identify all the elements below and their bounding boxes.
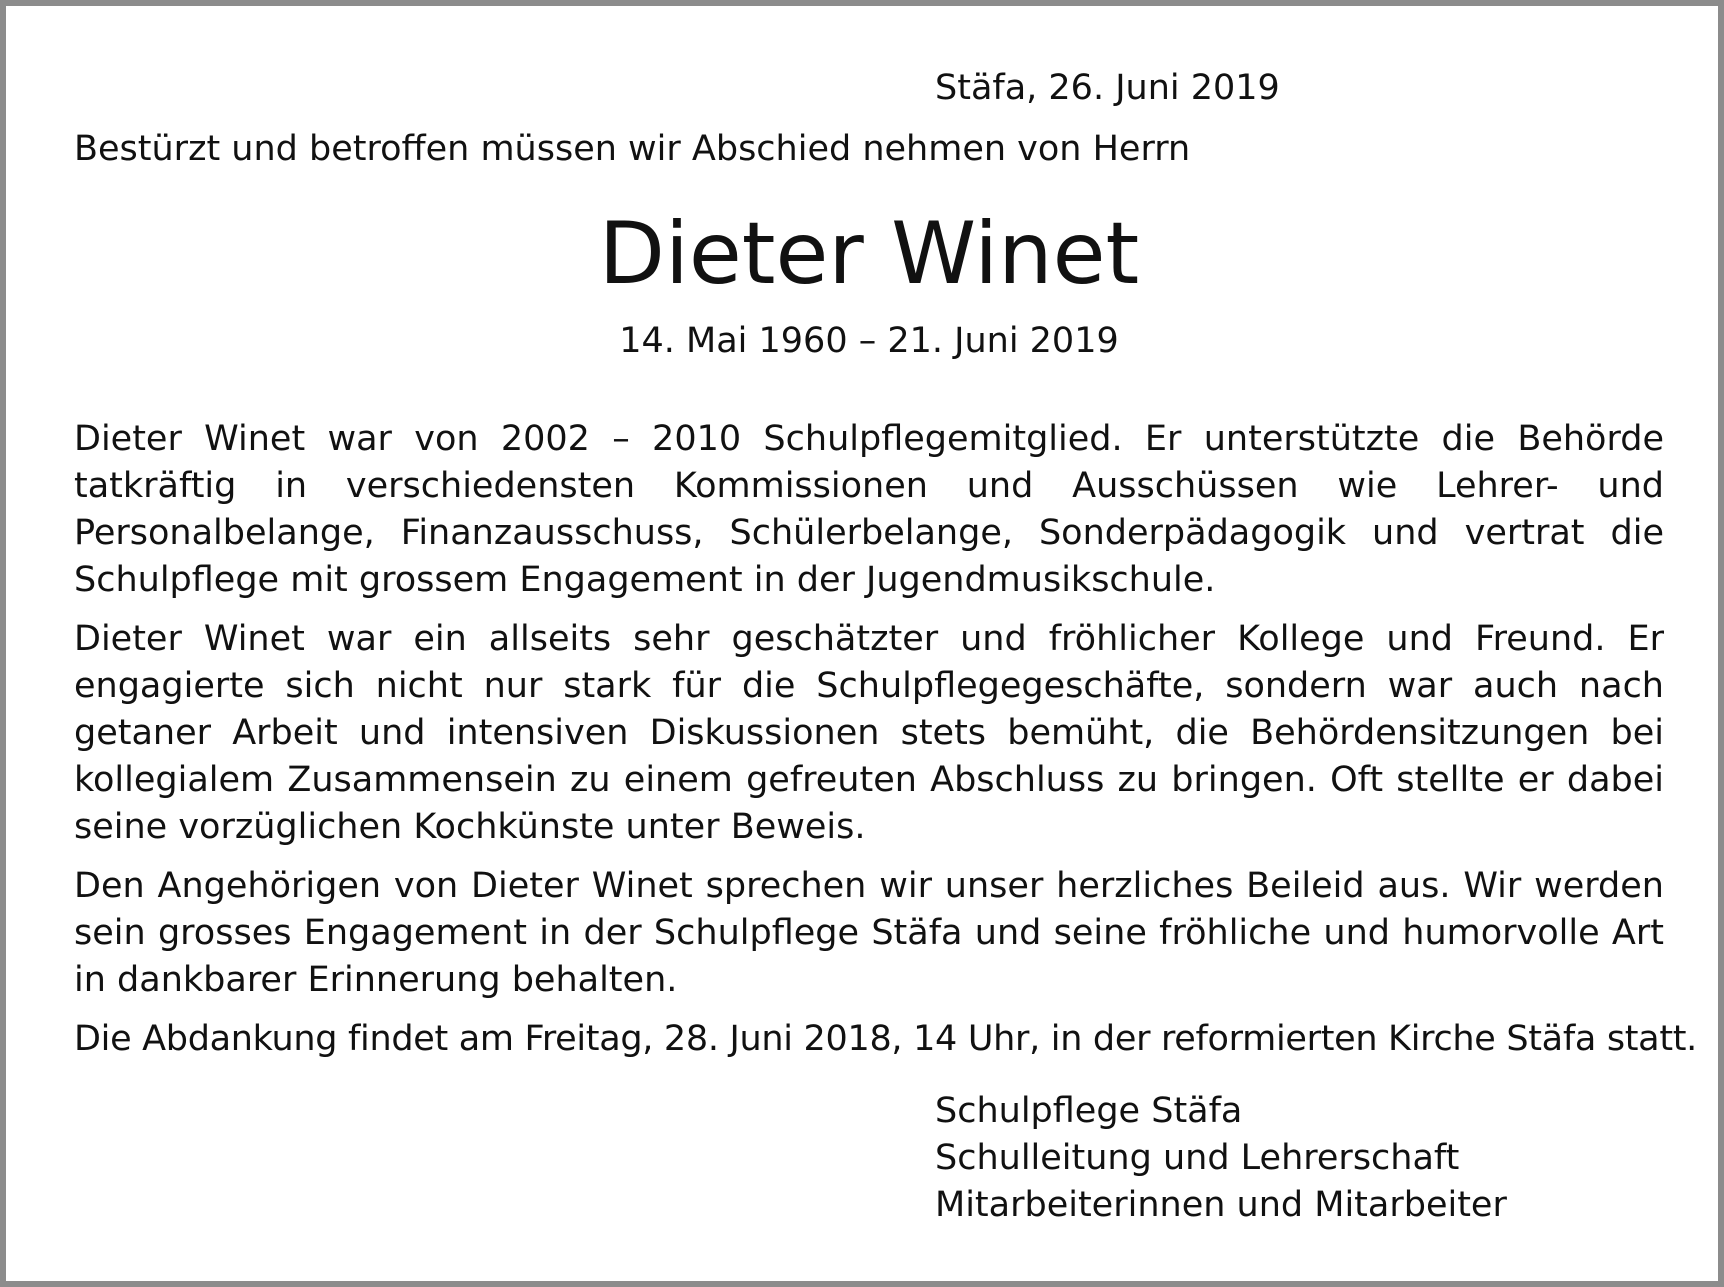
signature-block bbox=[935, 1088, 1507, 1229]
signatory: Mitarbeiterinnen und Mitarbeiter bbox=[935, 1185, 1507, 1225]
signatory: Schulpflege Stäfa bbox=[935, 1091, 1243, 1131]
notice-body bbox=[74, 416, 1697, 1075]
signatory: Schulleitung und Lehrerschaft bbox=[935, 1138, 1460, 1178]
deceased-name: Dieter Winet bbox=[598, 204, 1140, 304]
paragraph-funeral: Die Abdankung findet am Freitag, 28. Juni 2018, 14 Uhr, in der reformierten Kirche Stäfa statt. bbox=[74, 1019, 1697, 1059]
paragraph-condolences: Den Angehörigen von Dieter Winet sprechen wir unser herzliches Beileid aus. Wir werden sein grosses Engagement in der Schulpflege Stäfa und seine fröhliche und humorvolle Art in dankbarer Erinnerung behalten. bbox=[74, 866, 1664, 1000]
intro-line: Bestürzt und betroffen müssen wir Abschied nehmen von Herrn bbox=[74, 129, 1191, 169]
life-dates: 14. Mai 1960 – 21. Juni 2019 bbox=[619, 321, 1119, 361]
place-date: Stäfa, 26. Juni 2019 bbox=[935, 68, 1280, 108]
paragraph-service: Dieter Winet war von 2002 – 2010 Schulpflegemitglied. Er unterstützte die Behörde tatkräftig in verschiedensten Kommissionen und Ausschüssen wie Lehrer- und Personalbelange, Finanzausschuss, Schülerbelange, Sonderpädagogik und vertrat die Schulpflege mit grossem Engagement in der Jugendmusikschule. bbox=[74, 419, 1664, 600]
paragraph-colleague: Dieter Winet war ein allseits sehr geschätzter und fröhlicher Kollege und Freund. Er engagierte sich nicht nur stark für die Schulpflegegeschäfte, sondern war auch nach getaner Arbeit und intensiven Diskussionen stets bemüht, die Behördensitzungen bei kollegialem Zusammensein zu einem gefreuten Abschluss zu bringen. Oft stellte er dabei seine vorzüglichen Kochkünste unter Beweis. bbox=[74, 619, 1664, 847]
